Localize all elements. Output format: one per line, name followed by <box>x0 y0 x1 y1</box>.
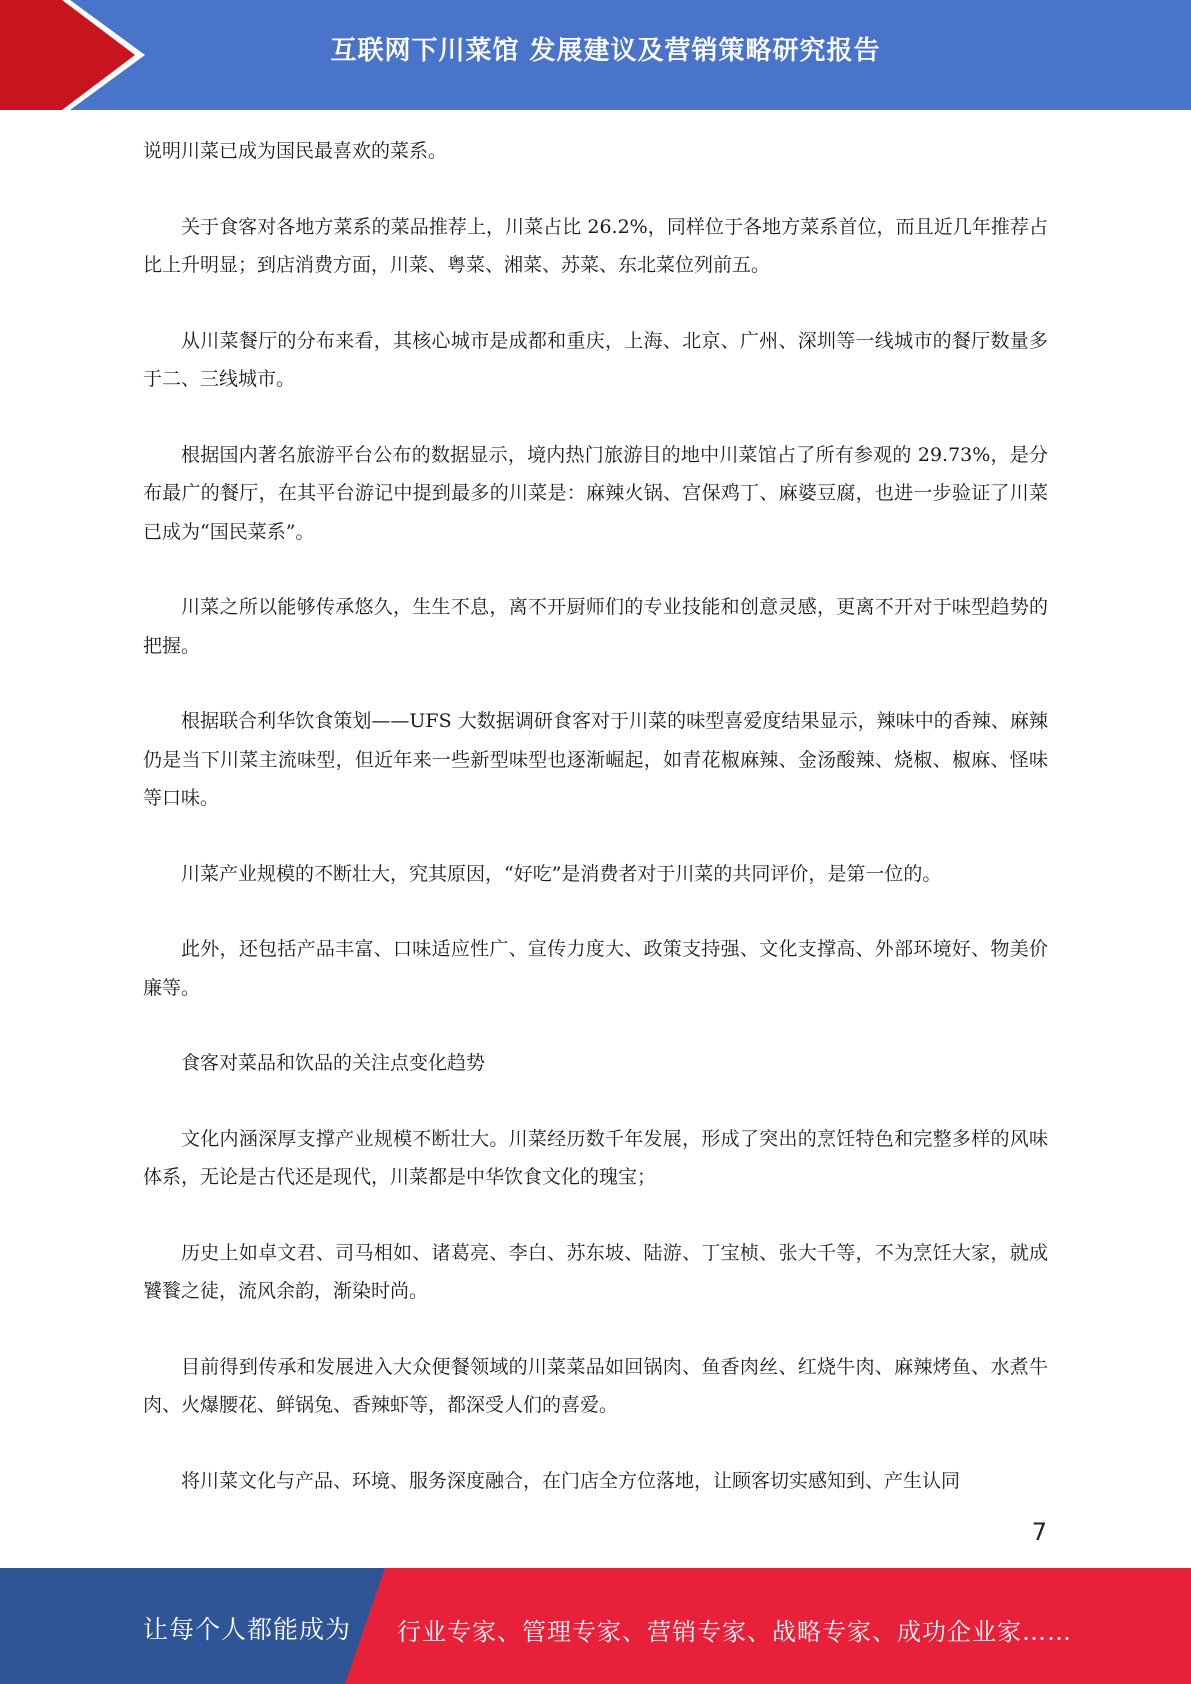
paragraph: 此外，还包括产品丰富、口味适应性广、宣传力度大、政策支持强、文化支撑高、外部环境好、物美价廉等。 <box>143 938 1048 999</box>
paragraph: 目前得到传承和发展进入大众便餐领域的川菜菜品如回锅肉、鱼香肉丝、红烧牛肉、麻辣烤鱼、水煮牛肉、火爆腰花、鲜锅兔、香辣虾等，都深受人们的喜爱。 <box>143 1355 1048 1416</box>
paragraph: 文化内涵深厚支撑产业规模不断壮大。川菜经历数千年发展，形成了突出的烹饪特色和完整多样的风味体系，无论是古代还是现代，川菜都是中华饮食文化的瑰宝； <box>143 1127 1048 1188</box>
paragraph: 说明川菜已成为国民最喜欢的菜系。 <box>143 140 448 162</box>
paragraph: 川菜产业规模的不断壮大，究其原因，“好吃”是消费者对于川菜的共同评价，是第一位的。 <box>181 862 942 885</box>
page-footer <box>0 1568 1191 1684</box>
paragraph: 川菜之所以能够传承悠久，生生不息，离不开厨师们的专业技能和创意灵感，更离不开对于味型趋势的把握。 <box>143 596 1048 657</box>
report-title: 互联网下川菜馆 发展建议及营销策略研究报告 <box>330 36 881 66</box>
page-number: 7 <box>1031 1518 1047 1546</box>
section-heading: 食客对菜品和饮品的关注点变化趋势 <box>181 1052 486 1074</box>
footer-slogan-right: 行业专家、管理专家、营销专家、战略专家、成功企业家…… <box>397 1618 1072 1646</box>
body-text <box>143 132 1048 1537</box>
paragraph: 根据国内著名旅游平台公布的数据显示，境内热门旅游目的地中川菜馆占了所有参观的 29.73%，是分布最广的餐厅，在其平台游记中提到最多的川菜是：麻辣火锅、宫保鸡丁、麻婆豆腐，也进一步验证了川菜已成为“国民菜系”。 <box>143 443 1048 543</box>
paragraph: 从川菜餐厅的分布来看，其核心城市是成都和重庆，上海、北京、广州、深圳等一线城市的餐厅数量多于二、三线城市。 <box>143 329 1048 390</box>
paragraph: 历史上如卓文君、司马相如、诸葛亮、李白、苏东坡、陆游、丁宝桢、张大千等，不为烹饪大家，就成饕餮之徒，流风余韵，渐染时尚。 <box>143 1241 1048 1302</box>
paragraph: 将川菜文化与产品、环境、服务深度融合，在门店全方位落地，让顾客切实感知到、产生认同 <box>181 1469 961 1492</box>
paragraph: 关于食客对各地方菜系的菜品推荐上，川菜占比 26.2%，同样位于各地方菜系首位，而且近几年推荐占比上升明显；到店消费方面，川菜、粤菜、湘菜、苏菜、东北菜位列前五。 <box>143 215 1048 276</box>
footer-slogan-left: 让每个人都能成为 <box>143 1615 352 1644</box>
paragraph: 根据联合利华饮食策划——UFS 大数据调研食客对于川菜的味型喜爱度结果显示，辣味中的香辣、麻辣仍是当下川菜主流味型，但近年来一些新型味型也逐渐崛起，如青花椒麻辣、金汤酸辣、烧椒、椒麻、怪味等口味。 <box>143 710 1048 809</box>
page-header <box>0 0 1191 110</box>
